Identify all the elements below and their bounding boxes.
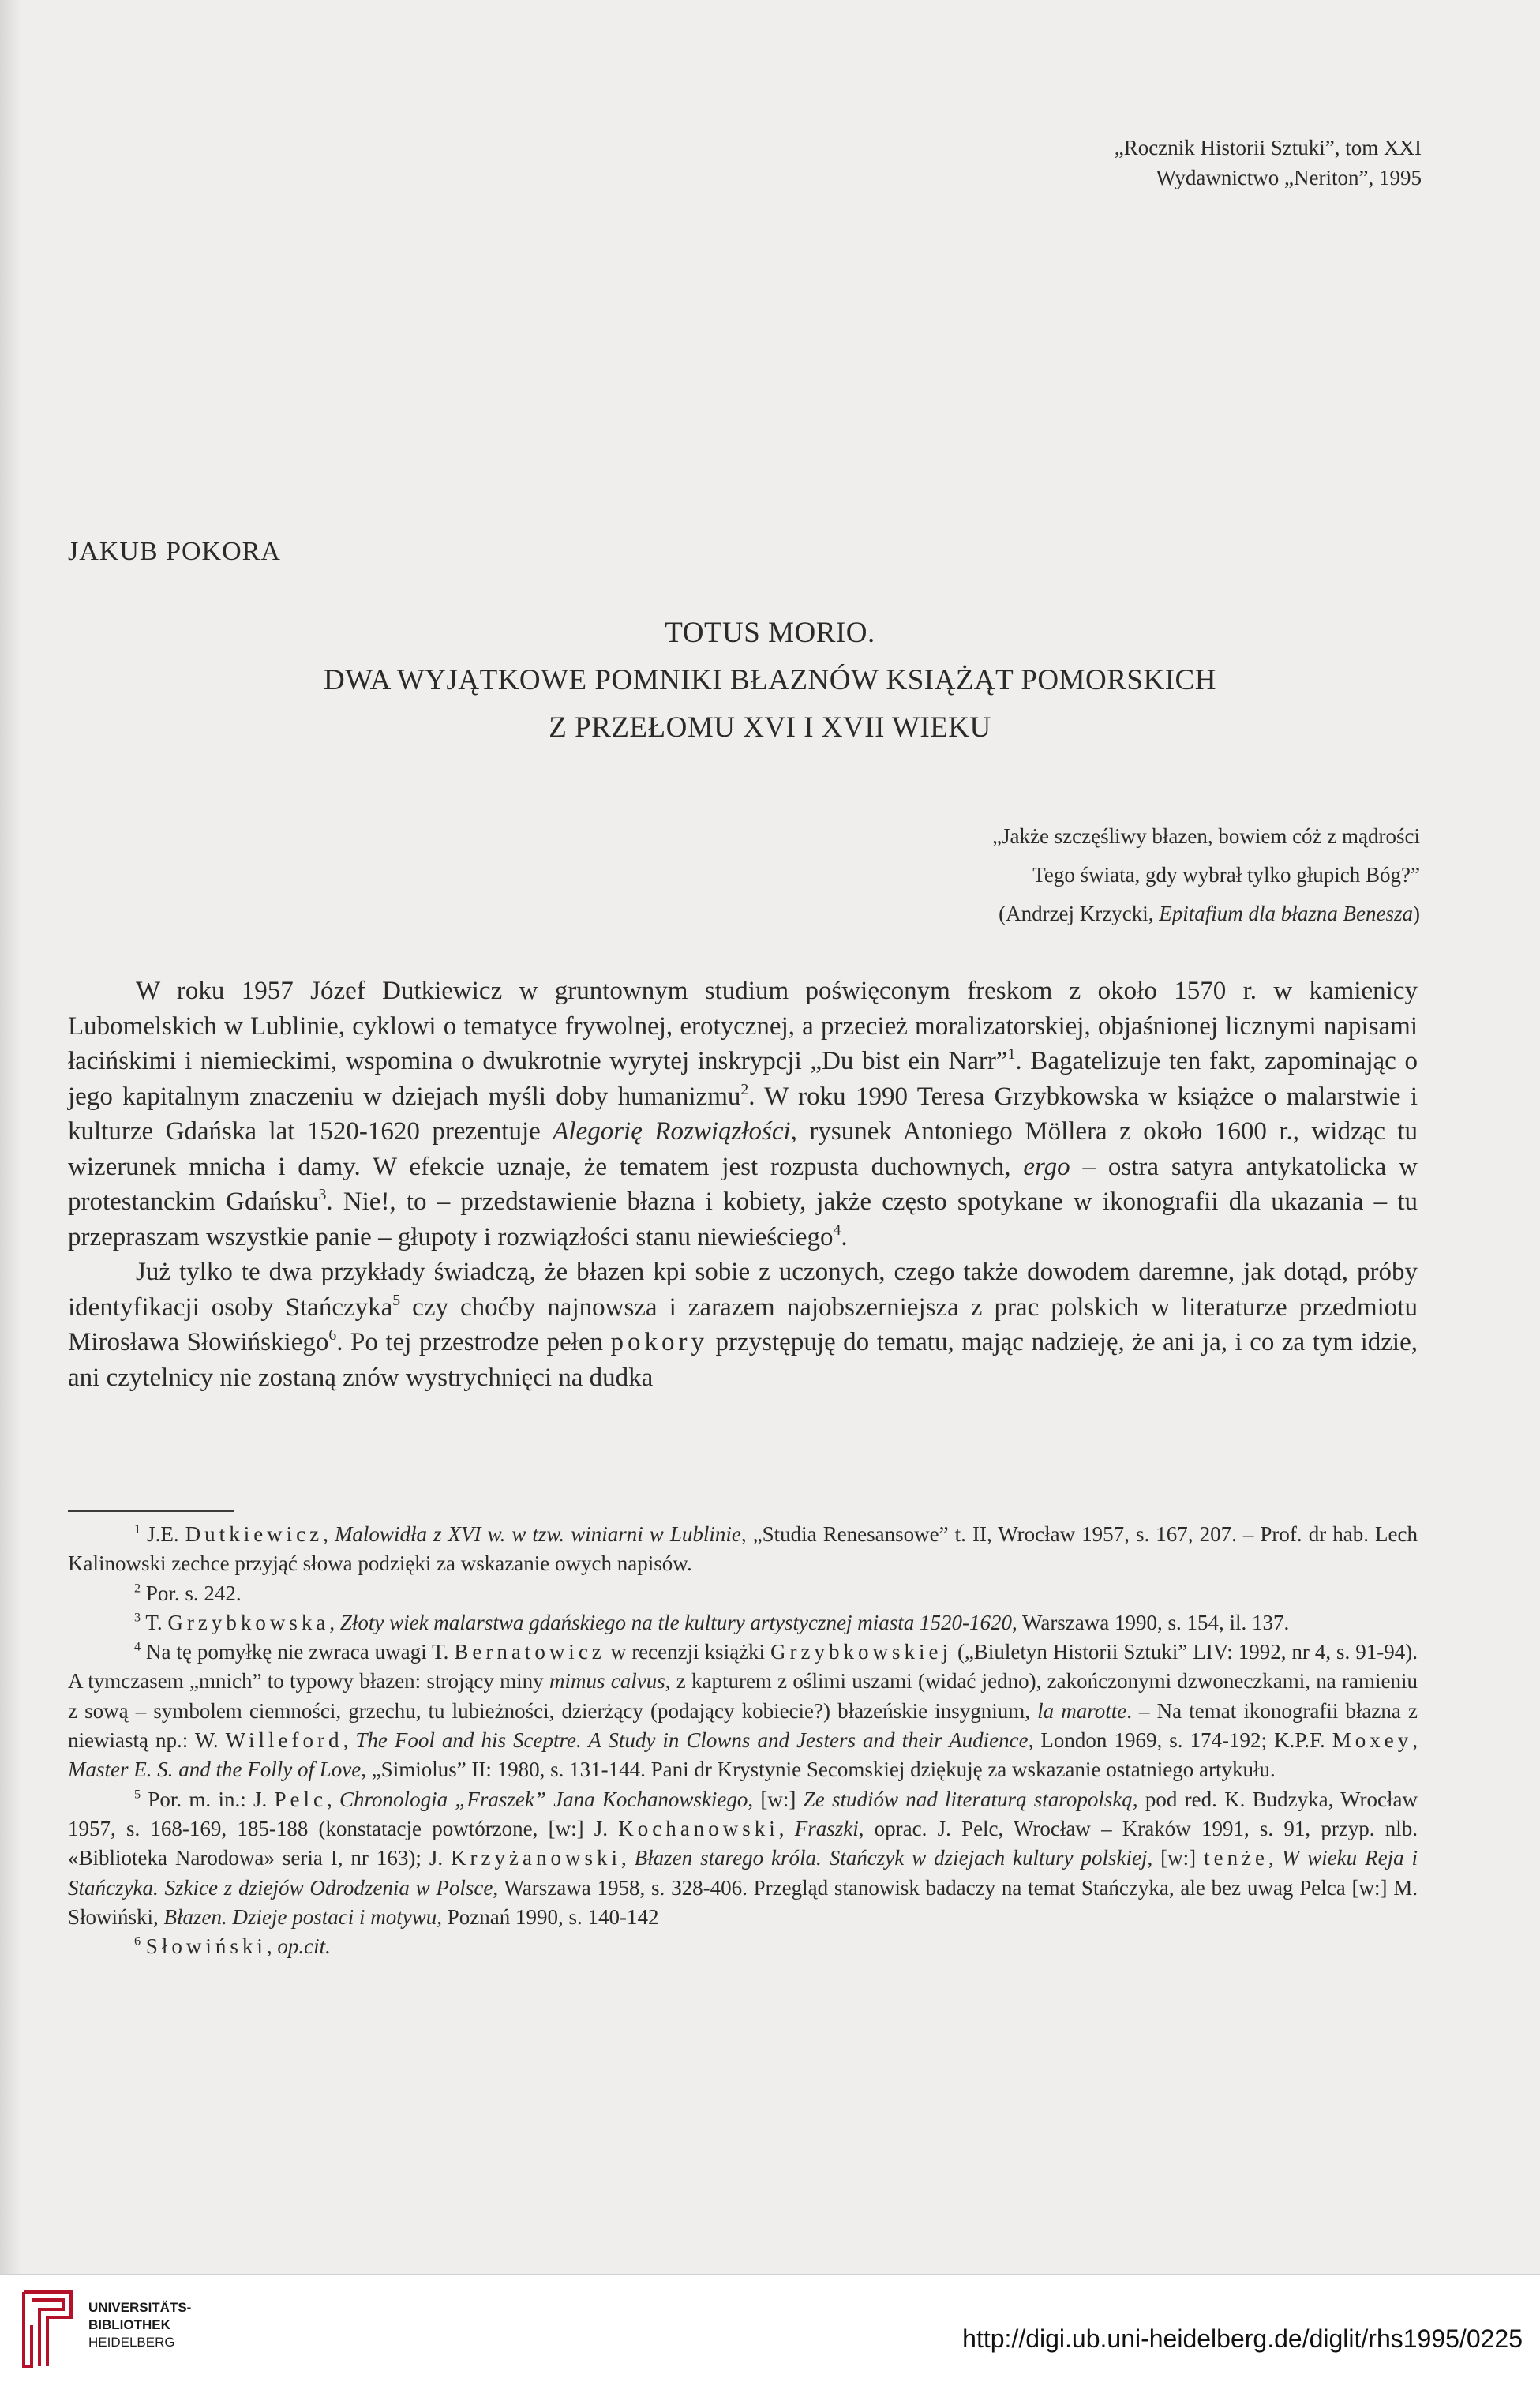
epigraph-line-1: „Jakże szczęśliwy błazen, bowiem cóż z mądrości: [991, 824, 1420, 848]
author-name: JAKUB POKORA: [68, 537, 281, 566]
library-logo-icon: [16, 2286, 79, 2373]
footnote-ref-3: 3: [318, 1186, 327, 1204]
source-url-link[interactable]: http://digi.ub.uni-heidelberg.de/diglit/rhs1995/0225: [962, 2324, 1523, 2353]
footnote-1: $^1$ J.E. Dutkiewicz, Malowidła z XVI w. w tzw. winiarni w Lublinie, „Studia Renesansowe” t. II, Wrocław 1957, s. 167, 207. – Prof. dr hab. Lech Kalinowski zechce przyjąć słowa podzięki za wskazanie owych napisów.: [68, 1521, 1418, 1576]
footnote-3: $^3$ T. Grzybkowska, Złoty wiek malarstwa gdańskiego na tle kultury artystycznej miasta 1520-1620, Warszawa 1990, s. 154, il. 137.: [134, 1610, 1290, 1634]
article-title-line-2: DWA WYJĄTKOWE POMNIKI BŁAZNÓW KSIĄŻĄT POMORSKICH: [324, 664, 1216, 696]
footnote-5: $^5$ Por. m. in.: J. Pelc, Chronologia „Fraszek” Jana Kochanowskiego, [w:] Ze studiów nad literaturą staropolską, pod red. K. Budzyka, Wrocław 1957, s. 168-169, 185-188 (konstatacje powtórzone, [w:] J. Kochanowski, Fraszki, oprac. J. Pelc, Wrocław – Kraków 1991, s. 91, przyp. nlb. «Biblioteka Narodowa» seria I, nr 163); J. Krzyżanowski, Błazen starego króla. Stańczyk w dziejach kultury polskiej, [w:] tenże, W wieku Reja i Stańczyka. Szkice z dziejów Odrodzenia w Polsce, Warszawa 1958, s. 328-406. Przegląd stanowisk badaczy na temat Stańczyka, ale bez uwag Pelca [w:] M. Słowiński, Błazen. Dzieje postaci i motywu, Poznań 1990, s. 140-142: [68, 1787, 1418, 1929]
footnote-separator: [68, 1510, 234, 1512]
footnote-ref-1: 1: [1007, 1045, 1016, 1064]
article-title-line-3: Z PRZEŁOMU XVI I XVII WIEKU: [549, 711, 991, 744]
footnote-ref-2: 2: [740, 1080, 749, 1098]
library-logo-text: UNIVERSITÄTS- BIBLIOTHEK HEIDELBERG: [88, 2300, 192, 2350]
footnote-4: $^4$ Na tę pomyłkę nie zwraca uwagi T. Bernatowicz w recenzji książki Grzybkowskiej („Biuletyn Historii Sztuki” LIV: 1992, nr 4, s. 91-94). A tymczasem „mnich” to typowy błazen: strojący miny mimus calvus, z kapturem z oślimi uszami (widać jedno), zakończonymi dzwoneczkami, na ramieniu z sową – symbolem ciemności, grzechu, tu lubieżności, dzierżący (podający kobiecie?) błazeńskie insygnium, la marotte. – Na temat ikonografii błazna z niewiastą np.: W. Willeford, The Fool and his Sceptre. A Study in Clowns and Jesters and their Audience, London 1969, s. 174-192; K.P.F. Moxey, Master E. S. and the Folly of Love, „Simiolus” II: 1980, s. 131-144. Pani dr Krystynie Secomskiej dziękuję za wskazanie ostatniego artykułu.: [68, 1639, 1418, 1782]
footnote-ref-4: 4: [833, 1221, 841, 1239]
footnote-ref-6: 6: [328, 1326, 337, 1345]
body-paragraph-1: W roku 1957 Józef Dutkiewicz w gruntownym studium poświęconym freskom z około 1570 r. w kamienicy Lubomelskich w Lublinie, cyklowi o tematyce frywolnej, erotycznej, a przecież moralizatorskiej, objaśnionej licznymi napisami łacińskimi i niemieckimi, wspomina o dwukrotnie wyrytej inskrypcji „Du bist ein Narr”$^1$. Bagatelizuje ten fakt, zapominając o jego kapitalnym znaczeniu w dziejach myśli doby humanizmu$^2$. W roku 1990 Teresa Grzybkowska w książce o malarstwie i kulturze Gdańska lat 1520-1620 prezentuje Alegorię Rozwiązłości, rysunek Antoniego Möllera z około 1600 r., widząc tu wizerunek mnicha i damy. W efekcie uznaje, że tematem jest rozpusta duchownych, ergo – ostra satyra antykatolicka w protestanckim Gdańsku$^3$. Nie!, to – przedstawienie błazna i kobiety, jakże często spotykane w ikonografii dla ukazania – tu przepraszam wszystkie panie – głupoty i rozwiązłości stanu niewieściego$^4$.: [68, 977, 1418, 1251]
epigraph-line-2: Tego świata, gdy wybrał tylko głupich Bóg?”: [1032, 863, 1420, 887]
body-paragraph-2: Już tylko te dwa przykłady świadczą, że błazen kpi sobie z uczonych, czego także dowodem daremne, jak dotąd, próby identyfikacji osoby Stańczyka$^5$ czy choćby najnowsza i zarazem najobszerniejsza z prac polskich w literaturze przedmiotu Mirosława Słowińskiego$^6$. Po tej przestrodze pełen pokory przystępuję do tematu, mając nadzieję, że ani ja, i co za tym idzie, ani czytelnicy nie zostaną znów wystrychnięci na dudka: [68, 1258, 1418, 1392]
footnote-6: $^6$ Słowiński, op.cit.: [134, 1934, 331, 1959]
epigraph: [992, 817, 1420, 933]
footnote-2: $^2$ Por. s. 242.: [134, 1581, 242, 1605]
article-title-line-1: TOTUS MORIO.: [665, 617, 875, 649]
epigraph-source: (Andrzej Krzycki, Epitafium dla błazna Benesza): [999, 902, 1420, 925]
journal-reference: [1115, 133, 1422, 193]
footnote-ref-5: 5: [392, 1291, 401, 1309]
page-edge-shadow: [0, 0, 21, 2274]
footnotes: [68, 1520, 1418, 1961]
journal-reference-line-2: Wydawnictwo „Neriton”, 1995: [1156, 166, 1422, 189]
journal-reference-line-1: „Rocznik Historii Sztuki”, tom XXI: [1114, 136, 1422, 159]
article-body: [68, 974, 1418, 1395]
